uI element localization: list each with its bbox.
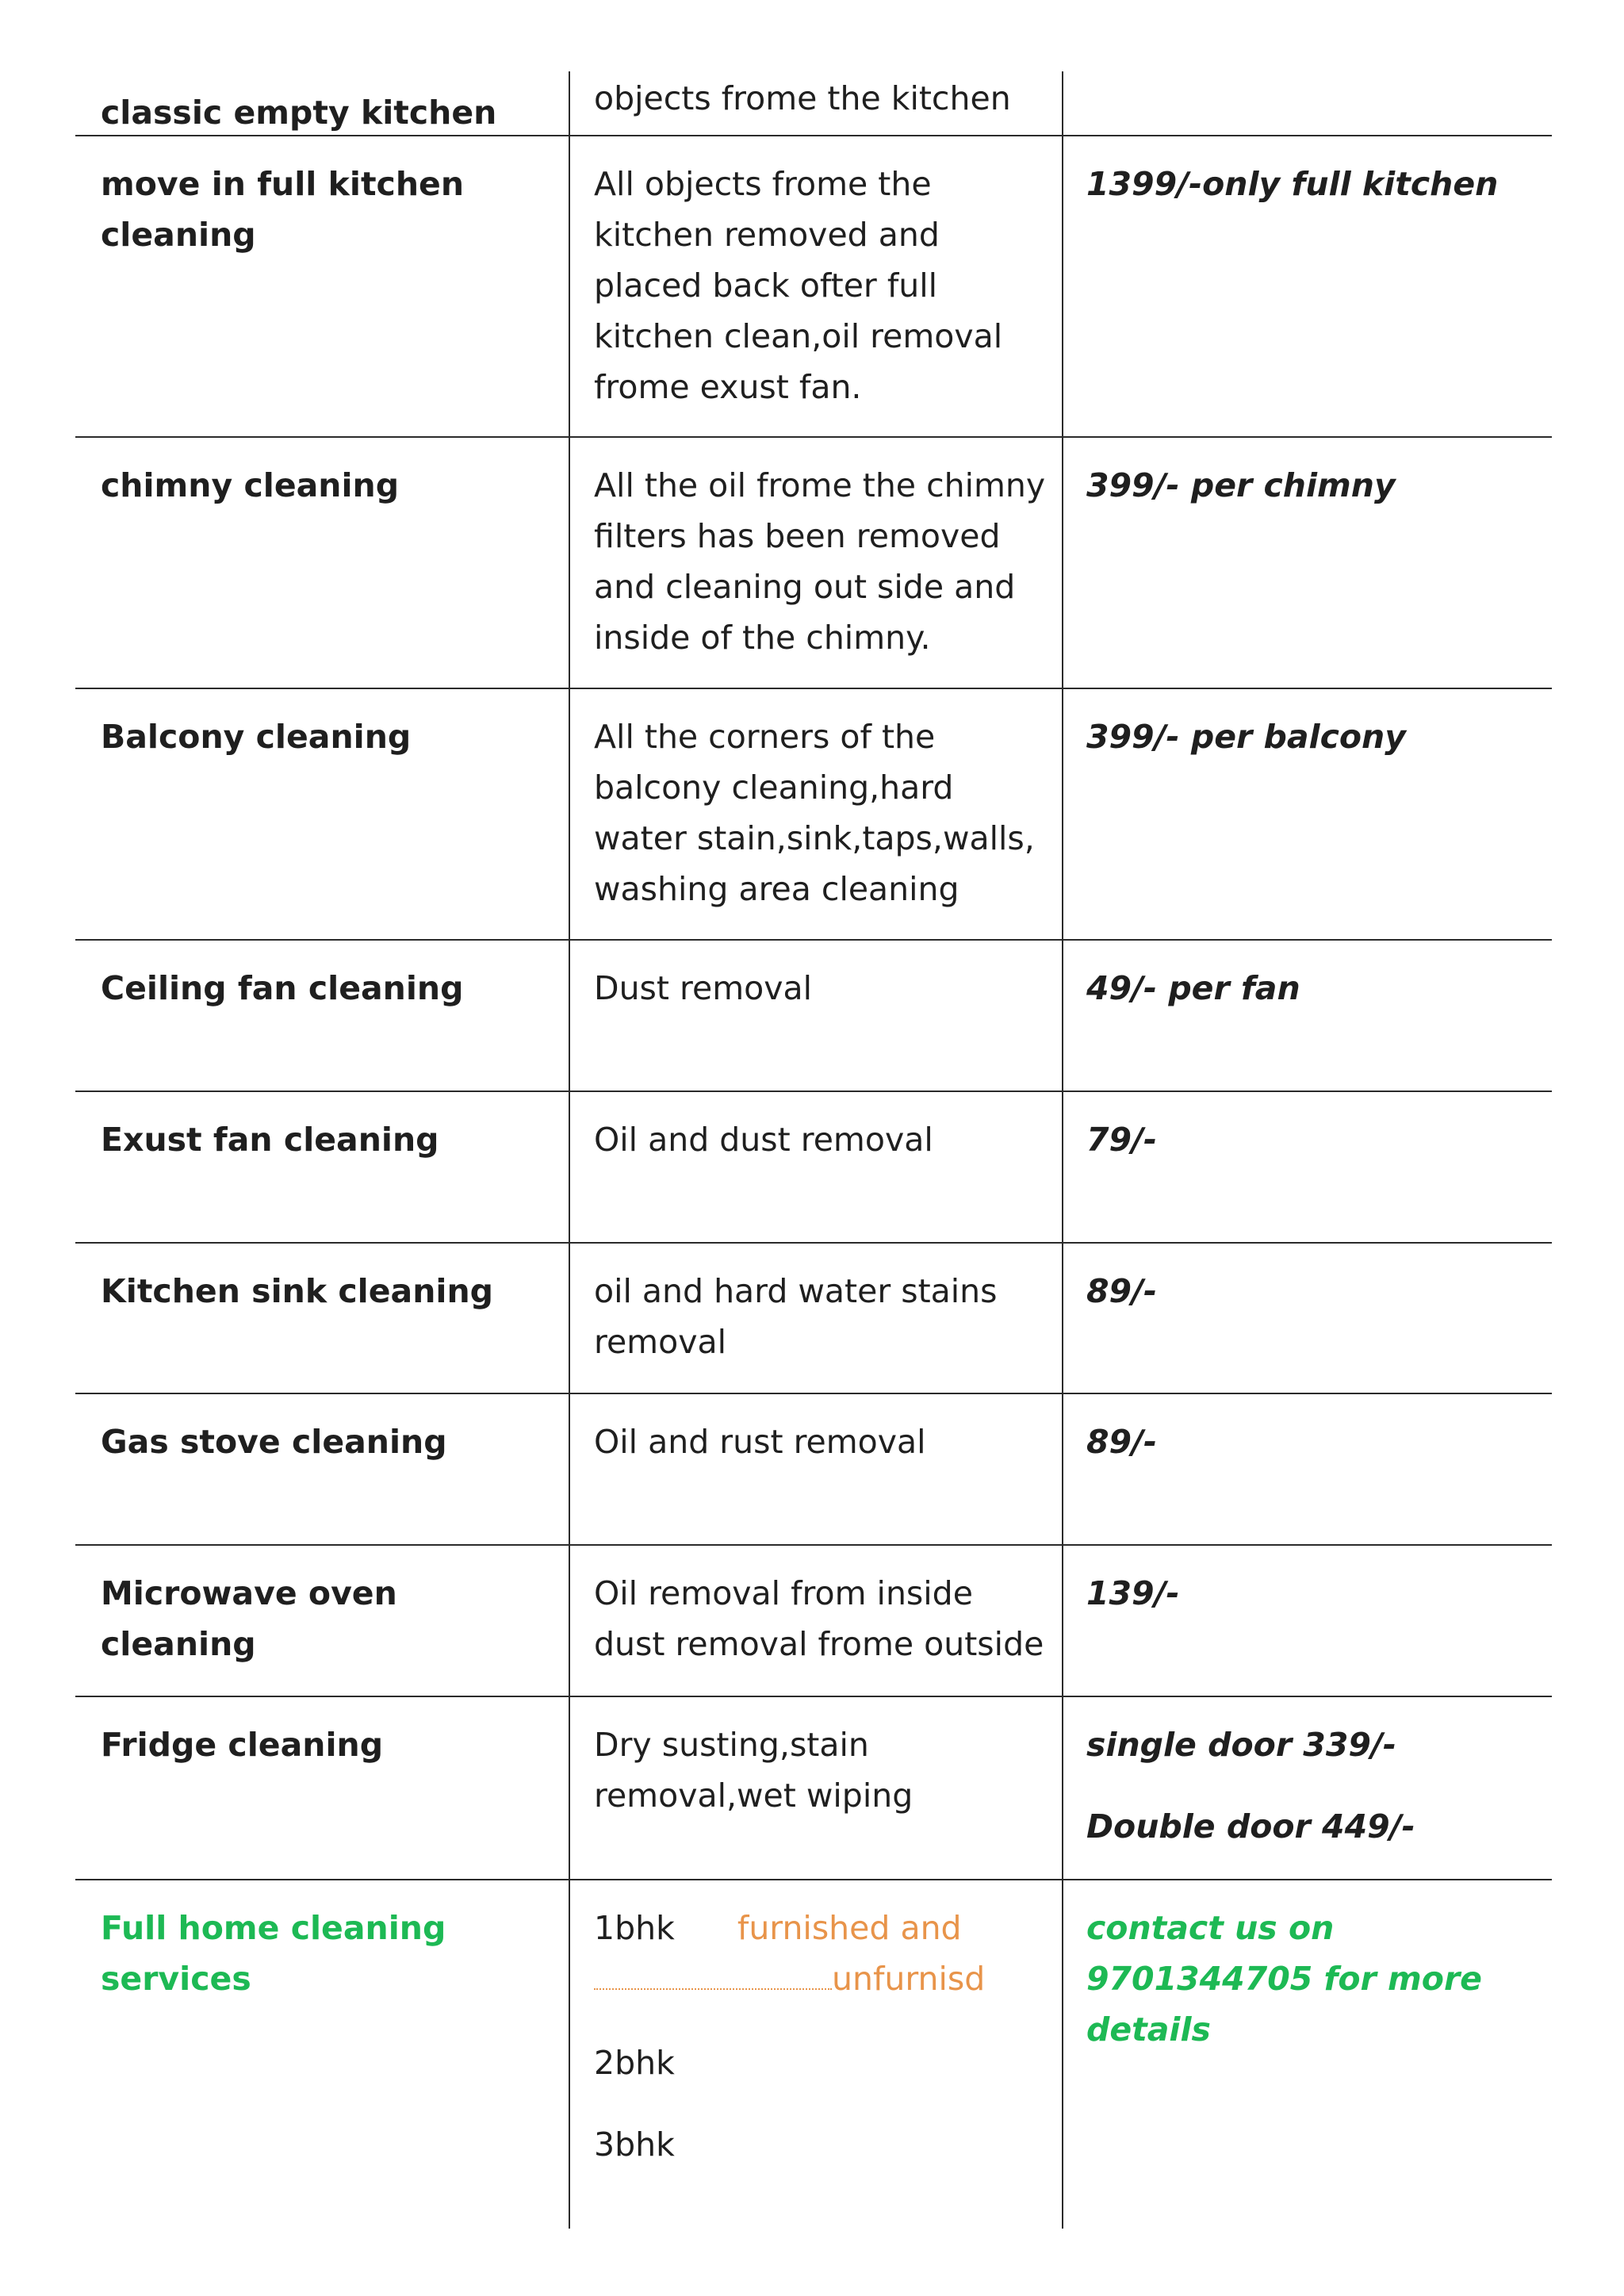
option-2bhk: 2bhk [594, 2044, 675, 2082]
furnished-label: furnished and [737, 1909, 962, 1947]
service-price: 139/- [1086, 1574, 1180, 1612]
dotted-leader [594, 1957, 832, 1990]
service-description: All the corners of the balcony cleaning,hard water stain,sink,taps,walls, washing area cleaning [594, 718, 1035, 908]
service-price-single-door: single door 339/- [1086, 1726, 1396, 1764]
column-divider-1 [569, 71, 570, 2229]
service-name: Gas stove cleaning [101, 1423, 447, 1461]
service-description: Oil removal from inside dust removal frome outside [594, 1574, 1044, 1663]
service-price-double-door: Double door 449/- [1086, 1807, 1415, 1846]
row-divider [75, 688, 1552, 689]
service-name: Exust fan cleaning [101, 1121, 439, 1159]
service-description: All the oil frome the chimny filters has been removed and cleaning out side and inside of the chimny. [594, 466, 1046, 657]
service-price: 1399/-only full kitchen [1086, 165, 1499, 203]
service-name: Kitchen sink cleaning [101, 1272, 493, 1310]
service-name: Ceiling fan cleaning [101, 969, 464, 1007]
service-description: Oil and rust removal [594, 1423, 926, 1461]
full-home-service-name: Full home cleaning services [101, 1909, 446, 1998]
service-name: move in full kitchen cleaning [101, 165, 465, 254]
row-divider [75, 1393, 1552, 1394]
contact-info: contact us on 9701344705 for more details [1086, 1909, 1482, 2049]
service-name: classic empty kitchen [101, 94, 497, 132]
service-description: Oil and dust removal [594, 1121, 933, 1159]
service-price: 89/- [1086, 1272, 1158, 1310]
row-divider [75, 1091, 1552, 1092]
service-price: 79/- [1086, 1121, 1158, 1159]
service-name: Balcony cleaning [101, 718, 412, 756]
service-description: Dust removal [594, 969, 813, 1007]
service-description: All objects frome the kitchen removed and placed back ofter full kitchen clean,oil removal frome exust fan. [594, 165, 1003, 406]
row-divider [75, 436, 1552, 438]
unfurnished-label: unfurnisd [832, 1960, 986, 1998]
service-price: 49/- per fan [1086, 969, 1300, 1007]
option-1bhk: 1bhk [594, 1909, 675, 1947]
service-description: objects frome the kitchen [594, 79, 1011, 117]
service-price: 399/- per chimny [1086, 466, 1396, 504]
row-divider [75, 1696, 1552, 1697]
full-home-options [594, 1903, 1054, 2004]
service-description: Dry susting,stain removal,wet wiping [594, 1726, 914, 1815]
column-divider-2 [1062, 71, 1063, 2229]
option-3bhk: 3bhk [594, 2125, 675, 2164]
service-name: Microwave oven cleaning [101, 1574, 397, 1663]
service-price: 89/- [1086, 1423, 1158, 1461]
service-description: oil and hard water stains removal [594, 1272, 998, 1361]
row-divider [75, 1242, 1552, 1244]
service-name: chimny cleaning [101, 466, 400, 504]
row-divider [75, 1879, 1552, 1880]
row-divider [75, 939, 1552, 941]
row-divider [75, 1544, 1552, 1546]
service-name: Fridge cleaning [101, 1726, 384, 1764]
service-price: 399/- per balcony [1086, 718, 1406, 756]
